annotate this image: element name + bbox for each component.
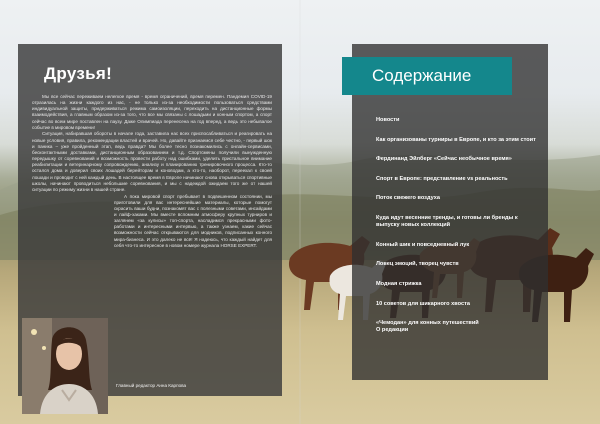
toc-item-emotions[interactable]: Ловец эмоций, творец чувств xyxy=(376,261,459,268)
editorial-paragraph: Ситуация, набиравшая обороты в начале года, заставила нас всех приспосабливаться и реагировать на новые условия, правила, рекомендации властей и врачей. Но, давайте признаемся себе честно, - первый шок и паника – уже пройденный этап, ведь правда? Мы более тесно познакомились с онлайн-сервисами, бесконтактными доставками, дистанционным образованием и т.д. Спортсмены получили вынужденную передышку от соревнований и возможность провести работу над ошибками, уделить пристальное внимание реабилитации и ветеринарному сопровождению, анализу и планированию тренировочного процесса. Кто-то остался дома и доверил своих лошадей берейторам и коноводам, а кто-то, наоборот, переехал к своей лошади и проводит с ней каждый день. В настоящее время в Европе начинают снова открываться спортивные школы, начинают проводиться небольшие соревнования, и мы с надеждой ожидаем того же от нашей ситуации по режиму жизни в нашей стране. xyxy=(32,131,272,192)
editorial-paragraph: А пока мировой спорт пребывает в подвешенном состоянии, мы приготовили для вас интереснейшие материалы, которые помогут скрасить ваши будни, познакомят вас с полезными советами, инсайдами и лайф-хаками. Мы вместе вспомним атмосферу крупных турниров и заглянем «за кулисы» топ-спорта, насладимся прекрасными фото-работами и интересными интервью, а также узнаем, какие сейчас возможности сейчас открываются для модников, подписанных конного мира-бизнеса. И это далеко не всё! Я надеюсь, что каждый найдет для себя что-то интересное в новом номере журнала HORSE EXPERT. xyxy=(114,193,272,248)
editorial-panel xyxy=(18,44,282,396)
editor-photo xyxy=(22,318,108,414)
editor-caption: Главный редактор Анна Карпова xyxy=(116,383,187,388)
toc-item-sport-europe[interactable]: Спорт в Европе: представление vs реальность xyxy=(376,175,508,182)
toc-item-tournaments[interactable]: Как организованы турниры в Европе, и кто за этим стоит xyxy=(376,136,536,143)
toc-item-eilberg[interactable]: Фердинанд Эйлберг «Сейчас необычное время» xyxy=(376,156,512,163)
editorial-paragraph: Мы все сейчас переживаем нелегкое время - время ограничений, время перемен. Пандемия COVID-19 отразилась на жизни каждого из нас, - не только из-за необходимости пользоваться средствами индивидуальной защиты, придерживаться режима самоизоляции, переходить на дистанционные формы взаимодействия, а главным образом из-за того, что все мы связаны с лошадьми и конным спортом, а спорт сейчас во всем мире поставлен на паузу. Даже Олимпиада перенесена на год вперед, а ведь это небывалое событие в мировом времени! xyxy=(32,94,272,130)
editorial-title: Друзья! xyxy=(44,64,113,83)
toc-item-haircut[interactable]: Модная стрижка xyxy=(376,280,422,287)
editorial-letter xyxy=(32,94,272,249)
toc-title: Содержание xyxy=(372,66,472,85)
toc-item-news[interactable]: Новости xyxy=(376,117,400,123)
toc-item-trends[interactable]: Куда идут весенние тренды, и готовы ли бренды к выпуску новых коллекций xyxy=(376,214,518,229)
toc-banner xyxy=(342,57,512,95)
toc-item-chic[interactable]: Конный шик и повседневный лук xyxy=(376,241,470,248)
toc-list xyxy=(376,117,536,347)
toc-item-travel-editorial[interactable]: «Чемодан» для конных путешествий О редакции xyxy=(376,320,479,334)
toc-item-fresh-air[interactable]: Поток свежего воздуха xyxy=(376,195,440,202)
toc-item-tail-tips[interactable]: 10 советов для шикарного хвоста xyxy=(376,300,470,307)
